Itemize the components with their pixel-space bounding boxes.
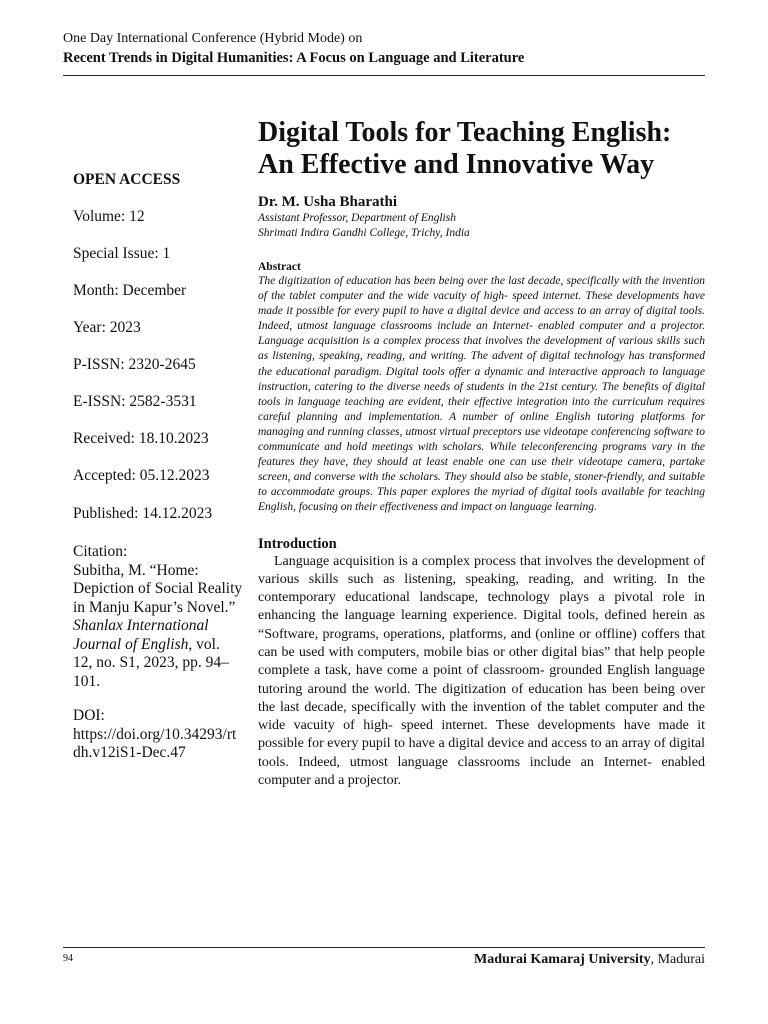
conference-name: One Day International Conference (Hybrid Mode) on (63, 31, 363, 46)
article-body (258, 117, 705, 790)
abstract-text: The digitization of education has been being over the last decade, specifically with the invention of the tablet computer and the wide vacuity of high- speed internet. These developments have made it possible for every pupil to have a digital device and access to an array of digital tools. Indeed, utmost language classrooms include an Internet- enabled computer and a projector. Language acquisition is a complex process that involves the development of various skills such as listening, speaking, reading, and writing. The advent of digital technology has transformed the educational paradigm. Digital tools offer a dynamic and interactive approach to language instruction, catering to the diverse needs of students in the 21st century. The benefits of digital tools in language teaching are evident, their effective integration into the curriculum requires careful planning and implementation. A number of online English tutoring platforms for managing and running classes, utmost virtual preceptors use videotape conferencing software to communicate and hold meetings with scholars. While teleconferencing programs vary in the features they have, they should at least enable one can use their videotape camera, partake screen, and converse with the scholars. They should also be stable, stoner-friendly, and suitable to accommodate groups. This paper explores the myriad of digital tools available for teaching English, focusing on their effectiveness and impact on language learning. (258, 275, 705, 514)
header-divider (63, 75, 705, 76)
citation-details: , vol. 12, no. S1, 2023, pp. 94–101. (73, 635, 229, 690)
open-access-label: OPEN ACCESS (73, 171, 181, 188)
abstract-heading: Abstract (258, 261, 301, 273)
e-issn: E-ISSN: 2582-3531 (73, 393, 197, 410)
published-date: Published: 14.12.2023 (73, 505, 213, 522)
article-title: Digital Tools for Teaching English: An Effective and Innovative Way (258, 117, 672, 180)
author-institution: Shrimati Indira Gandhi College, Trichy, India (258, 227, 470, 239)
doi-label: DOI: (73, 707, 105, 724)
footer-divider (63, 947, 705, 948)
citation-block (73, 543, 243, 691)
year: Year: 2023 (73, 319, 141, 336)
footer-university (474, 951, 705, 968)
citation-text (73, 562, 243, 692)
citation-authors-title: Subitha, M. “Home: Depiction of Social Reality in Manju Kapur’s Novel.” (73, 561, 243, 616)
author-name: Dr. M. Usha Bharathi (258, 194, 398, 210)
citation-journal: Shanlax International Journal of English (73, 617, 209, 653)
conference-theme: Recent Trends in Digital Humanities: A Focus on Language and Literature (63, 50, 525, 66)
university-name: Madurai Kamaraj University (474, 952, 651, 967)
university-city: , Madurai (650, 952, 705, 967)
month: Month: December (73, 282, 187, 299)
page-number: 94 (63, 953, 73, 964)
author-position: Assistant Professor, Department of English (258, 212, 456, 224)
accepted-date: Accepted: 05.12.2023 (73, 467, 210, 484)
p-issn: P-ISSN: 2320-2645 (73, 356, 196, 373)
volume: Volume: 12 (73, 208, 145, 225)
introduction-heading: Introduction (258, 535, 337, 552)
citation-label: Citation: (73, 543, 128, 560)
doi-link[interactable]: https://doi.org/10.34293/rtdh.v12iS1-Dec.47 (73, 725, 237, 761)
doi-block (73, 707, 243, 763)
special-issue: Special Issue: 1 (73, 245, 171, 262)
conference-header (63, 30, 705, 68)
introduction-text: Language acquisition is a complex process that involves the development of various skills such as listening, speaking, reading, and writing. In the contemporary educational landscape, technology plays a pivotal role in enhancing the language learning experience. Digital tools, defined herein as “Software, programs, operations, platforms, and (online or offline) coffers that can be used with computers, mobile bias or other digital bias” that help people complete a task, have come a point of classroom- grounded English language tutoring around the world. The digitization of education has been being over the last decade, specifically with the invention of the tablet computer and the wide vacuity of high- speed internet. These developments have made it possible for every pupil to have a digital device and access to an array of digital tools. Indeed, utmost language classrooms include an Internet- enabled computer and a projector. (258, 553, 705, 789)
received-date: Received: 18.10.2023 (73, 430, 209, 447)
